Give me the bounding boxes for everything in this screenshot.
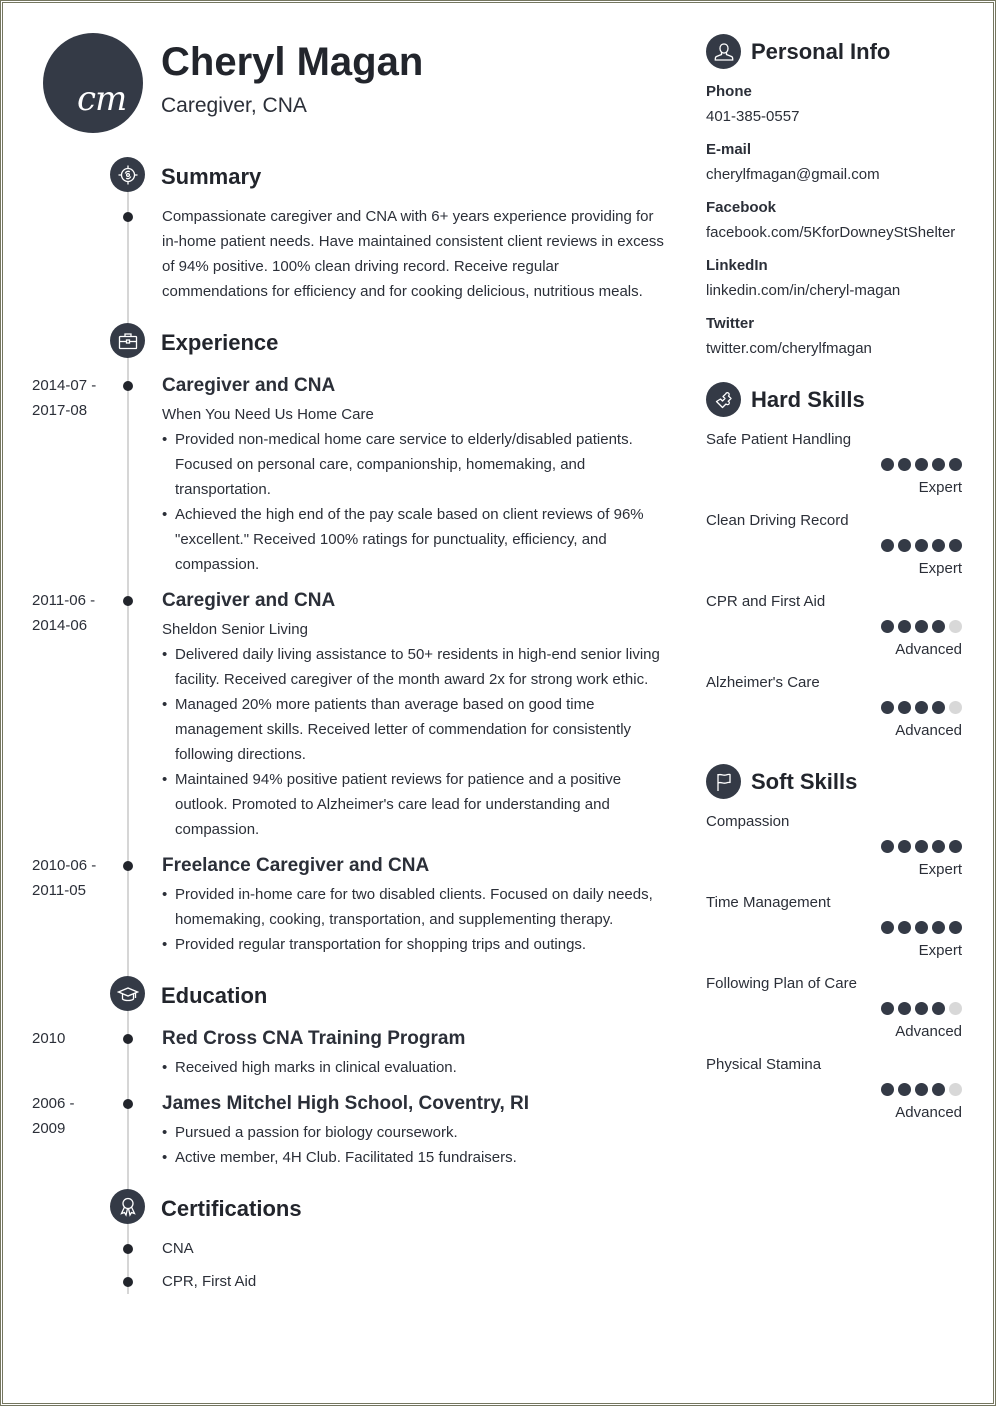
rating-dot-empty [949,1002,962,1015]
bullet-item: • Received high marks in clinical evaluation. [162,1055,672,1080]
info-value-phone[interactable]: 401-385-0557 [706,108,800,125]
section-title-certifications: Certifications [161,1196,302,1221]
info-value-twitter[interactable]: twitter.com/cherylfmagan [706,340,872,357]
rating-dot-filled [881,539,894,552]
skill-level: Expert [918,942,962,959]
skill-rating [881,701,962,714]
timeline-dot [123,1244,133,1254]
skill-name: Physical Stamina [706,1056,822,1073]
timeline-dot [123,596,133,606]
briefcase-icon [110,323,145,358]
timeline-dot [123,1277,133,1287]
skill-name: Safe Patient Handling [706,431,852,448]
section-title-soft-skills: Soft Skills [751,769,858,794]
section-title-summary: Summary [161,164,262,189]
rating-dot-filled [898,620,911,633]
info-label-facebook: Facebook [706,199,777,216]
skill-level: Advanced [895,722,962,739]
skill-level: Advanced [895,1104,962,1121]
skill-rating [881,921,962,934]
award-ribbon-icon [110,1189,145,1224]
avatar-initials: cm [77,79,127,119]
rating-dot-filled [949,539,962,552]
bullet-item: • Provided in-home care for two disabled clients. Focused on daily needs, homemaking, cooking, transportation, and supplementing therapy. [162,882,672,932]
info-label-phone: Phone [706,83,752,100]
rating-dot-filled [881,701,894,714]
timeline-dot [123,1099,133,1109]
rating-dot-filled [898,921,911,934]
target-icon [110,157,145,192]
rating-dot-filled [898,1002,911,1015]
user-icon [706,34,741,69]
bullet-item: • Provided regular transportation for shopping trips and outings. [162,932,672,957]
rating-dot-filled [915,921,928,934]
rating-dot-filled [949,458,962,471]
summary-line: Compassionate caregiver and CNA with 6+ years experience providing for [162,208,654,225]
skill-name: Time Management [706,894,831,911]
skill-level: Advanced [895,641,962,658]
bullet-item: • Maintained 94% positive patient reviews for patience and a positive outlook. Promoted to Alzheimer's care lead for understanding and compassion. [162,767,672,842]
skill-level: Expert [918,560,962,577]
cert-item: CNA [162,1240,194,1257]
rating-dot-filled [915,620,928,633]
rating-dot-empty [949,620,962,633]
timeline-dot [123,861,133,871]
rating-dot-filled [915,458,928,471]
edu-bullets [162,1120,672,1170]
date-end: 2017-08 [32,402,88,419]
skill-level: Expert [918,861,962,878]
info-label-linkedin: LinkedIn [706,257,768,274]
rating-dot-empty [949,1083,962,1096]
summary-text [162,204,664,304]
info-label-twitter: Twitter [706,315,755,332]
candidate-role: Caregiver, CNA [161,94,307,117]
flag-icon [706,764,741,799]
rating-dot-filled [915,840,928,853]
section-title-hard-skills: Hard Skills [751,387,865,412]
rating-dot-filled [915,1083,928,1096]
date-end: 2009 [32,1120,66,1137]
skill-name: Alzheimer's Care [706,674,820,691]
date-start: 2006 - [32,1095,75,1112]
rating-dot-filled [915,1002,928,1015]
bullet-item: • Provided non-medical home care service to elderly/disabled patients. Focused on personal care, companionship, homemaking, and transportation. [162,427,672,502]
edu-date [32,1026,65,1051]
skill-name: Compassion [706,813,790,830]
candidate-name: Cheryl Magan [161,40,424,84]
rating-dot-filled [915,701,928,714]
rating-dot-filled [932,840,945,853]
summary-line: commendations for efficiency and for cooking delicious, nutritious meals. [162,283,643,300]
section-title-personal-info: Personal Info [751,39,891,64]
skill-level: Expert [918,479,962,496]
edu-date [32,1091,75,1141]
rating-dot-filled [881,921,894,934]
rating-dot-empty [949,701,962,714]
bullet-item: • Achieved the high end of the pay scale based on client reviews of 96% "excellent." Received 100% ratings for punctuality, efficiency, and compassion. [162,502,672,577]
rating-dot-filled [898,539,911,552]
rating-dot-filled [898,458,911,471]
summary-line: in-home patient needs. Have maintained consistent client reviews in excess [162,233,664,250]
skill-name: CPR and First Aid [706,593,826,610]
rating-dot-filled [898,840,911,853]
rating-dot-filled [949,840,962,853]
skill-level: Advanced [895,1023,962,1040]
skill-rating [881,620,962,633]
section-title-experience: Experience [161,330,279,355]
job-date [32,588,95,638]
edu-title: Red Cross CNA Training Program [162,1028,466,1049]
rating-dot-filled [881,1002,894,1015]
rating-dot-filled [932,701,945,714]
rating-dot-filled [932,539,945,552]
skill-rating [881,539,962,552]
job-title: Caregiver and CNA [162,375,336,396]
date-start: 2011-06 - [32,592,96,609]
section-title-education: Education [161,983,268,1008]
timeline-dot [123,212,133,222]
summary-line: of 94% positive. 100% clean driving record. Receive regular [162,258,559,275]
job-date [32,373,96,423]
edu-bullets [162,1055,672,1080]
job-date [32,853,96,903]
bullet-item: • Delivered daily living assistance to 50+ residents in high-end senior living facility. Received caregiver of the month award 2x for strong work ethic. [162,642,672,692]
graduation-cap-icon [110,976,145,1011]
job-title: Caregiver and CNA [162,590,336,611]
rating-dot-filled [932,1002,945,1015]
skill-name: Following Plan of Care [706,975,857,992]
skill-rating [881,458,962,471]
rating-dot-filled [898,701,911,714]
rating-dot-filled [881,458,894,471]
rating-dot-filled [915,539,928,552]
job-bullets [162,882,672,957]
job-title: Freelance Caregiver and CNA [162,855,430,876]
skill-rating [881,1083,962,1096]
timeline-dot [123,381,133,391]
rating-dot-filled [881,1083,894,1096]
timeline-dot [123,1034,133,1044]
date-end: 2014-06 [32,617,88,634]
rating-dot-filled [932,620,945,633]
skill-rating [881,840,962,853]
job-company: When You Need Us Home Care [162,406,374,423]
avatar [43,33,143,133]
rating-dot-filled [898,1083,911,1096]
date-start: 2010-06 - [32,857,97,874]
job-bullets [162,642,672,842]
cert-item: CPR, First Aid [162,1273,257,1290]
rating-dot-filled [881,840,894,853]
rating-dot-filled [932,921,945,934]
edu-title: James Mitchel High School, Coventry, RI [162,1093,530,1114]
date-end: 2011-05 [32,882,86,899]
skill-rating [881,1002,962,1015]
skill-name: Clean Driving Record [706,512,849,529]
date-start: 2010 [32,1030,66,1047]
info-value-email[interactable]: cherylfmagan@gmail.com [706,166,880,183]
rating-dot-filled [949,921,962,934]
date-start: 2014-07 - [32,377,97,394]
info-value-facebook[interactable]: facebook.com/5KforDowneyStShelter [706,224,956,241]
job-company: Sheldon Senior Living [162,621,308,638]
puzzle-piece-icon [706,382,741,417]
info-label-email: E-mail [706,141,752,158]
info-value-linkedin[interactable]: linkedin.com/in/cheryl-magan [706,282,901,299]
rating-dot-filled [932,458,945,471]
rating-dot-filled [932,1083,945,1096]
bullet-item: • Managed 20% more patients than average based on good time management skills. Received letter of commendation for consistently following directions. [162,692,672,767]
rating-dot-filled [881,620,894,633]
bullet-item: • Pursued a passion for biology coursework. [162,1120,672,1145]
job-bullets [162,427,672,577]
bullet-item: • Active member, 4H Club. Facilitated 15 fundraisers. [162,1145,672,1170]
